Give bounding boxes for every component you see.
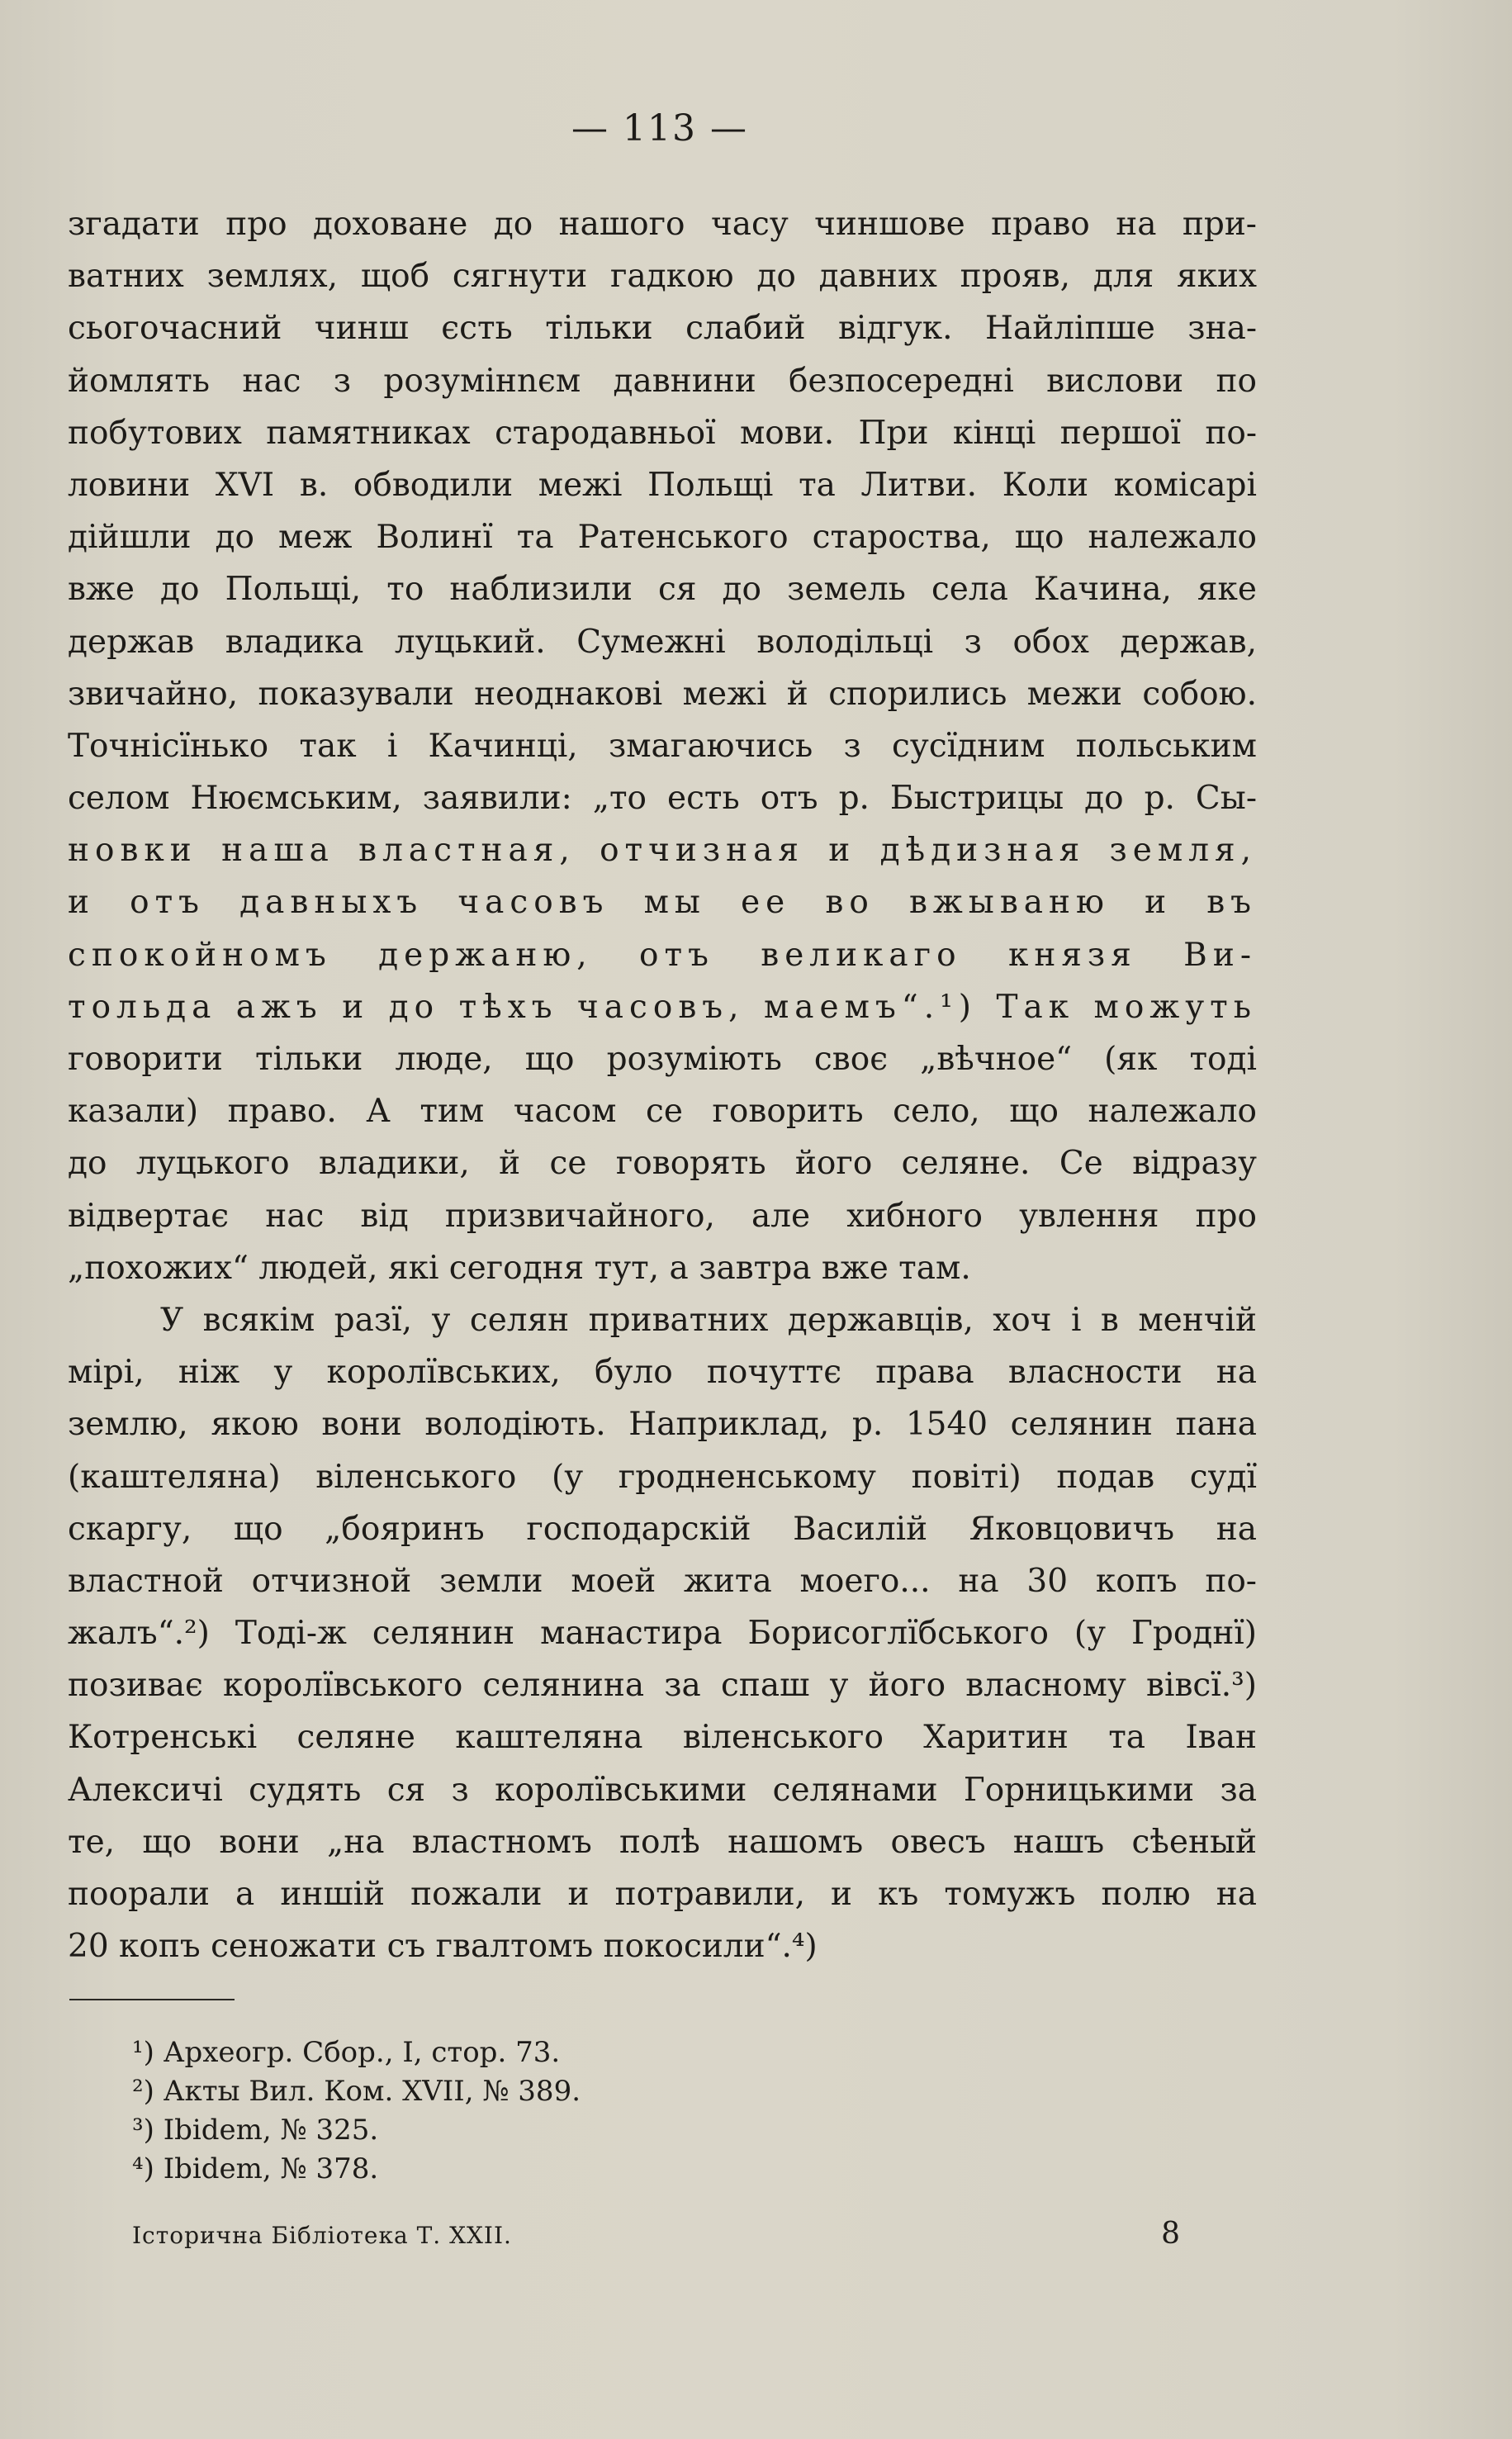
text-line: те, що вони „на властномъ полѣ нашомъ овесъ нашъ сѣеный [68,1823,1257,1861]
text-line: жалъ“.²) Тоді-ж селянин манастира Борисоглїбського (у Гроднї) [68,1615,1257,1653]
text-line: властной отчизной земли моей жита моего... на 30 копъ по- [68,1562,1257,1600]
text-line: поорали а иншій пожали и потравили, и къ томужъ полю на [68,1876,1257,1913]
footnote-divider [69,1999,235,2000]
footer-series-title: Історична Бібліотека Т. XXII. [132,2222,512,2249]
text-line: тольда ажъ и до тѣхъ часовъ, маемъ“.¹) Так можуть [68,988,1257,1026]
text-line: „похожих“ людей, які сегодня тут, а завтра вже там. [68,1249,971,1287]
text-line: дійшли до меж Волинї та Ратенського староства, що належало [68,519,1257,557]
text-line: відвертає нас від призвичайного, але хибного увлення про [68,1197,1257,1235]
text-line: побутових памятниках стародавньої мови. При кінці першої по- [68,414,1257,452]
text-line: до луцького владики, й се говорять його селяне. Се відразу [68,1145,1257,1183]
text-line: селом Нюємським, заявили: „то есть отъ р. Быстрицы до р. Сы- [68,780,1257,818]
text-line: новки наша властная, отчизная и дѣдизная земля, [68,832,1257,870]
main-text [68,198,1257,1972]
footnote: ¹) Археогр. Сбор., I, стор. 73. [132,2036,561,2069]
text-line: держав владика луцький. Сумежні володільці з обох держав, [68,623,1257,661]
text-line: говорити тільки люде, що розуміють своє „вѣчное“ (як тоді [68,1041,1257,1078]
text-line: (каштеляна) віленського (у гродненському повіті) подав судї [68,1458,1257,1496]
text-line: скаргу, що „бояринъ господарскій Василій Яковцовичъ на [68,1510,1257,1548]
text-line: 20 копъ сеножати съ гвалтомъ покосили“.⁴) [68,1928,818,1966]
text-line: мірі, ніж у королївських, було почуттє права власности на [68,1354,1257,1392]
text-line: и отъ давныхъ часовъ мы ее во вжываню и въ [68,884,1257,922]
text-line: казали) право. А тим часом се говорить село, що належало [68,1093,1257,1131]
text-line: спокойномъ держаню, отъ великаго князя Ви- [68,936,1257,974]
text-line: позиває королївського селянина за спаш у його власному вівсї.³) [68,1667,1257,1705]
text-line: згадати про доховане до нашого часу чиншове право на при- [68,206,1257,243]
text-line: ловини XVI в. обводили межі Польщі та Литви. Коли комісарі [68,466,1257,504]
footnote: ³) Ibidem, № 325. [132,2114,379,2147]
page-number: — 113 — [571,107,748,149]
text-line: вже до Польщі, то наблизили ся до земель села Качина, яке [68,571,1257,609]
text-line: звичайно, показували неоднакові межі й спорились межи собою. [68,675,1257,713]
text-line: землю, якою вони володіють. Наприклад, р. 1540 селянин пана [68,1406,1257,1444]
text-line: сьогочасний чинш єсть тільки слабий відгук. Найліпше зна- [68,310,1257,348]
text-line: Котренські селяне каштеляна віленського Харитин та Іван [68,1719,1257,1757]
text-line: Алексичі судять ся з королївськими селянами Горницькими за [68,1771,1257,1809]
footer-signature-mark: 8 [1161,2217,1181,2251]
footnotes [132,2033,1206,2189]
text-line: У всякім разї, у селян приватних державців, хоч і в менчій [160,1301,1257,1339]
text-line: йомлять нас з розумінnєм давнини безпосередні вислови по [68,362,1257,400]
footnote: ⁴) Ibidem, № 378. [132,2152,379,2185]
text-line: Точнісїнько так і Качинці, змагаючись з сусїдним польським [68,727,1257,765]
footnote: ²) Акты Вил. Ком. XVII, № 389. [132,2075,581,2108]
page-footer [132,2217,1181,2260]
text-line: ватних землях, щоб сягнути гадкою до давних прояв, для яких [68,258,1257,296]
